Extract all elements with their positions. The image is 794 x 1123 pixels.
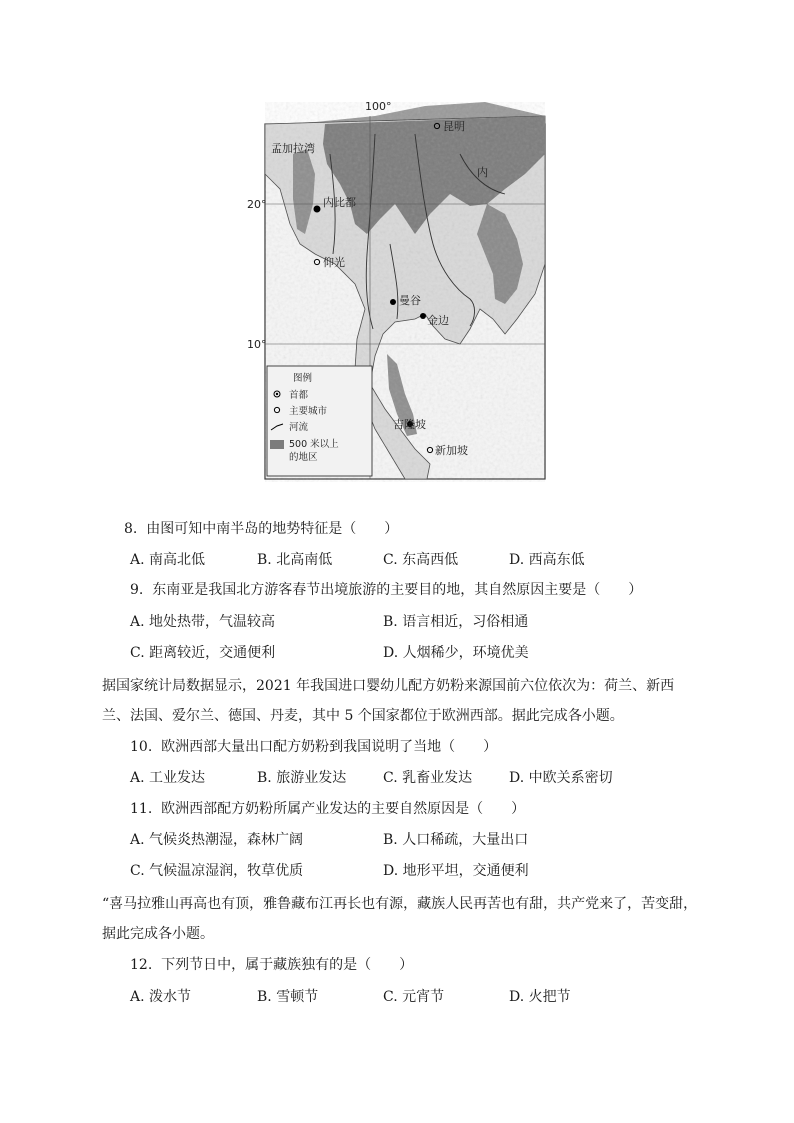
question-number: 10. — [130, 739, 153, 755]
option-letter: C. — [130, 863, 145, 879]
question-10 — [130, 737, 497, 757]
option-text: 东高西低 — [402, 552, 459, 568]
option-letter: A. — [130, 614, 145, 630]
option-11c[interactable] — [130, 861, 303, 881]
option-text: 雪顿节 — [276, 989, 319, 1005]
label-kunming: 昆明 — [443, 120, 465, 133]
legend-label-capital: 首都 — [289, 390, 309, 401]
legend-label-highland: 500 米以上 — [289, 439, 339, 450]
option-text: 旅游业发达 — [276, 770, 347, 786]
question-text: 由图可知中南半岛的地势特征是（ ） — [146, 521, 399, 537]
question-number: 9. — [130, 582, 144, 598]
label-kualalumpur: 吉隆坡 — [393, 418, 426, 431]
legend-label-highland-2: 的地区 — [289, 452, 318, 463]
option-letter: B. — [257, 552, 272, 568]
option-9b[interactable] — [383, 612, 528, 632]
capital-icon — [314, 206, 320, 212]
option-letter: B. — [257, 770, 272, 786]
question-11 — [130, 799, 525, 819]
option-text: 西高东低 — [528, 552, 585, 568]
option-12a[interactable] — [130, 987, 191, 1007]
map-svg — [247, 94, 555, 484]
legend-box — [267, 366, 372, 476]
capital-icon-dot — [276, 393, 278, 395]
lat-label-10: 10° — [247, 338, 267, 351]
highland-swatch — [270, 440, 284, 449]
option-letter: D. — [383, 645, 399, 661]
question-12 — [130, 955, 413, 975]
option-letter: C. — [130, 645, 145, 661]
lon-label-100: 100° — [365, 100, 392, 113]
option-letter: D. — [383, 863, 399, 879]
indochina-map — [247, 94, 555, 484]
passage-tibet: “喜马拉雅山再高也有顶，雅鲁藏布江再长也有源，藏族人民再苦也有甜，共产党来了，苦变甜，据此完成各小题。 — [102, 896, 698, 942]
option-letter: A. — [130, 770, 145, 786]
legend-label-city: 主要城市 — [289, 406, 328, 417]
passage-milk: 据国家统计局数据显示，2021 年我国进口婴幼儿配方奶粉来源国前六位依次为：荷兰、新西兰、法国、爱尔兰、德国、丹麦，其中 5 个国家都位于欧洲西部。据此完成各小题。 — [102, 678, 675, 724]
option-9c[interactable] — [130, 643, 275, 663]
option-10a[interactable] — [130, 768, 205, 788]
question-number: 11. — [130, 801, 153, 817]
capital-icon — [420, 313, 426, 319]
option-text: 气候炎热潮湿，森林广阔 — [149, 832, 304, 848]
label-bangkok: 曼谷 — [399, 294, 421, 307]
option-12d[interactable] — [509, 987, 571, 1007]
option-text: 元宵节 — [402, 989, 445, 1005]
legend-title: 图例 — [293, 373, 313, 384]
option-10b[interactable] — [257, 768, 346, 788]
option-letter: D. — [509, 770, 525, 786]
option-letter: B. — [257, 989, 272, 1005]
option-10d[interactable] — [509, 768, 613, 788]
option-text: 南高北低 — [149, 552, 206, 568]
option-text: 地处热带，气温较高 — [149, 614, 276, 630]
label-nei: 内 — [477, 166, 488, 179]
option-text: 人烟稀少，环境优美 — [402, 645, 529, 661]
option-text: 北高南低 — [276, 552, 333, 568]
lat-label-20: 20° — [247, 198, 267, 211]
option-letter: A. — [130, 552, 145, 568]
option-8a[interactable] — [130, 550, 205, 570]
question-text: 欧洲西部配方奶粉所属产业发达的主要自然原因是（ ） — [161, 801, 526, 817]
label-bengal: 孟加拉湾 — [271, 142, 315, 155]
option-letter: D. — [509, 552, 525, 568]
question-9 — [130, 580, 642, 600]
option-text: 火把节 — [528, 989, 571, 1005]
question-8 — [124, 519, 398, 539]
option-8c[interactable] — [383, 550, 458, 570]
option-text: 气候温凉湿润，牧草优质 — [149, 863, 304, 879]
option-letter: A. — [130, 832, 145, 848]
question-text: 东南亚是我国北方游客春节出境旅游的主要目的地，其自然原因主要是（ ） — [152, 582, 643, 598]
option-text: 地形平坦，交通便利 — [402, 863, 529, 879]
option-text: 中欧关系密切 — [528, 770, 613, 786]
option-12b[interactable] — [257, 987, 318, 1007]
label-singapore: 新加坡 — [435, 444, 468, 457]
option-11a[interactable] — [130, 830, 303, 850]
option-text: 人口稀疏，大量出口 — [402, 832, 529, 848]
option-letter: C. — [383, 552, 398, 568]
option-11d[interactable] — [383, 861, 529, 881]
option-8d[interactable] — [509, 550, 585, 570]
question-text: 欧洲西部大量出口配方奶粉到我国说明了当地（ ） — [161, 739, 498, 755]
option-letter: D. — [509, 989, 525, 1005]
option-text: 乳畜业发达 — [402, 770, 473, 786]
option-letter: A. — [130, 989, 145, 1005]
option-11b[interactable] — [383, 830, 528, 850]
option-letter: C. — [383, 770, 398, 786]
option-letter: B. — [383, 832, 398, 848]
legend-label-river: 河流 — [289, 422, 309, 433]
option-text: 泼水节 — [149, 989, 192, 1005]
option-letter: C. — [383, 989, 398, 1005]
option-text: 距离较近，交通便利 — [149, 645, 276, 661]
label-phnompenh: 金边 — [427, 314, 449, 327]
capital-icon — [390, 299, 396, 305]
option-9d[interactable] — [383, 643, 529, 663]
option-9a[interactable] — [130, 612, 275, 632]
label-yangon: 仰光 — [323, 256, 345, 269]
option-letter: B. — [383, 614, 398, 630]
label-neibi: 内比都 — [323, 196, 356, 209]
option-12c[interactable] — [383, 987, 444, 1007]
option-text: 语言相近，习俗相通 — [402, 614, 529, 630]
option-text: 工业发达 — [149, 770, 206, 786]
question-number: 12. — [130, 957, 153, 973]
question-number: 8. — [124, 521, 138, 537]
option-8b[interactable] — [257, 550, 332, 570]
question-text: 下列节日中，属于藏族独有的是（ ） — [161, 957, 414, 973]
map-legend — [267, 366, 372, 476]
option-10c[interactable] — [383, 768, 472, 788]
